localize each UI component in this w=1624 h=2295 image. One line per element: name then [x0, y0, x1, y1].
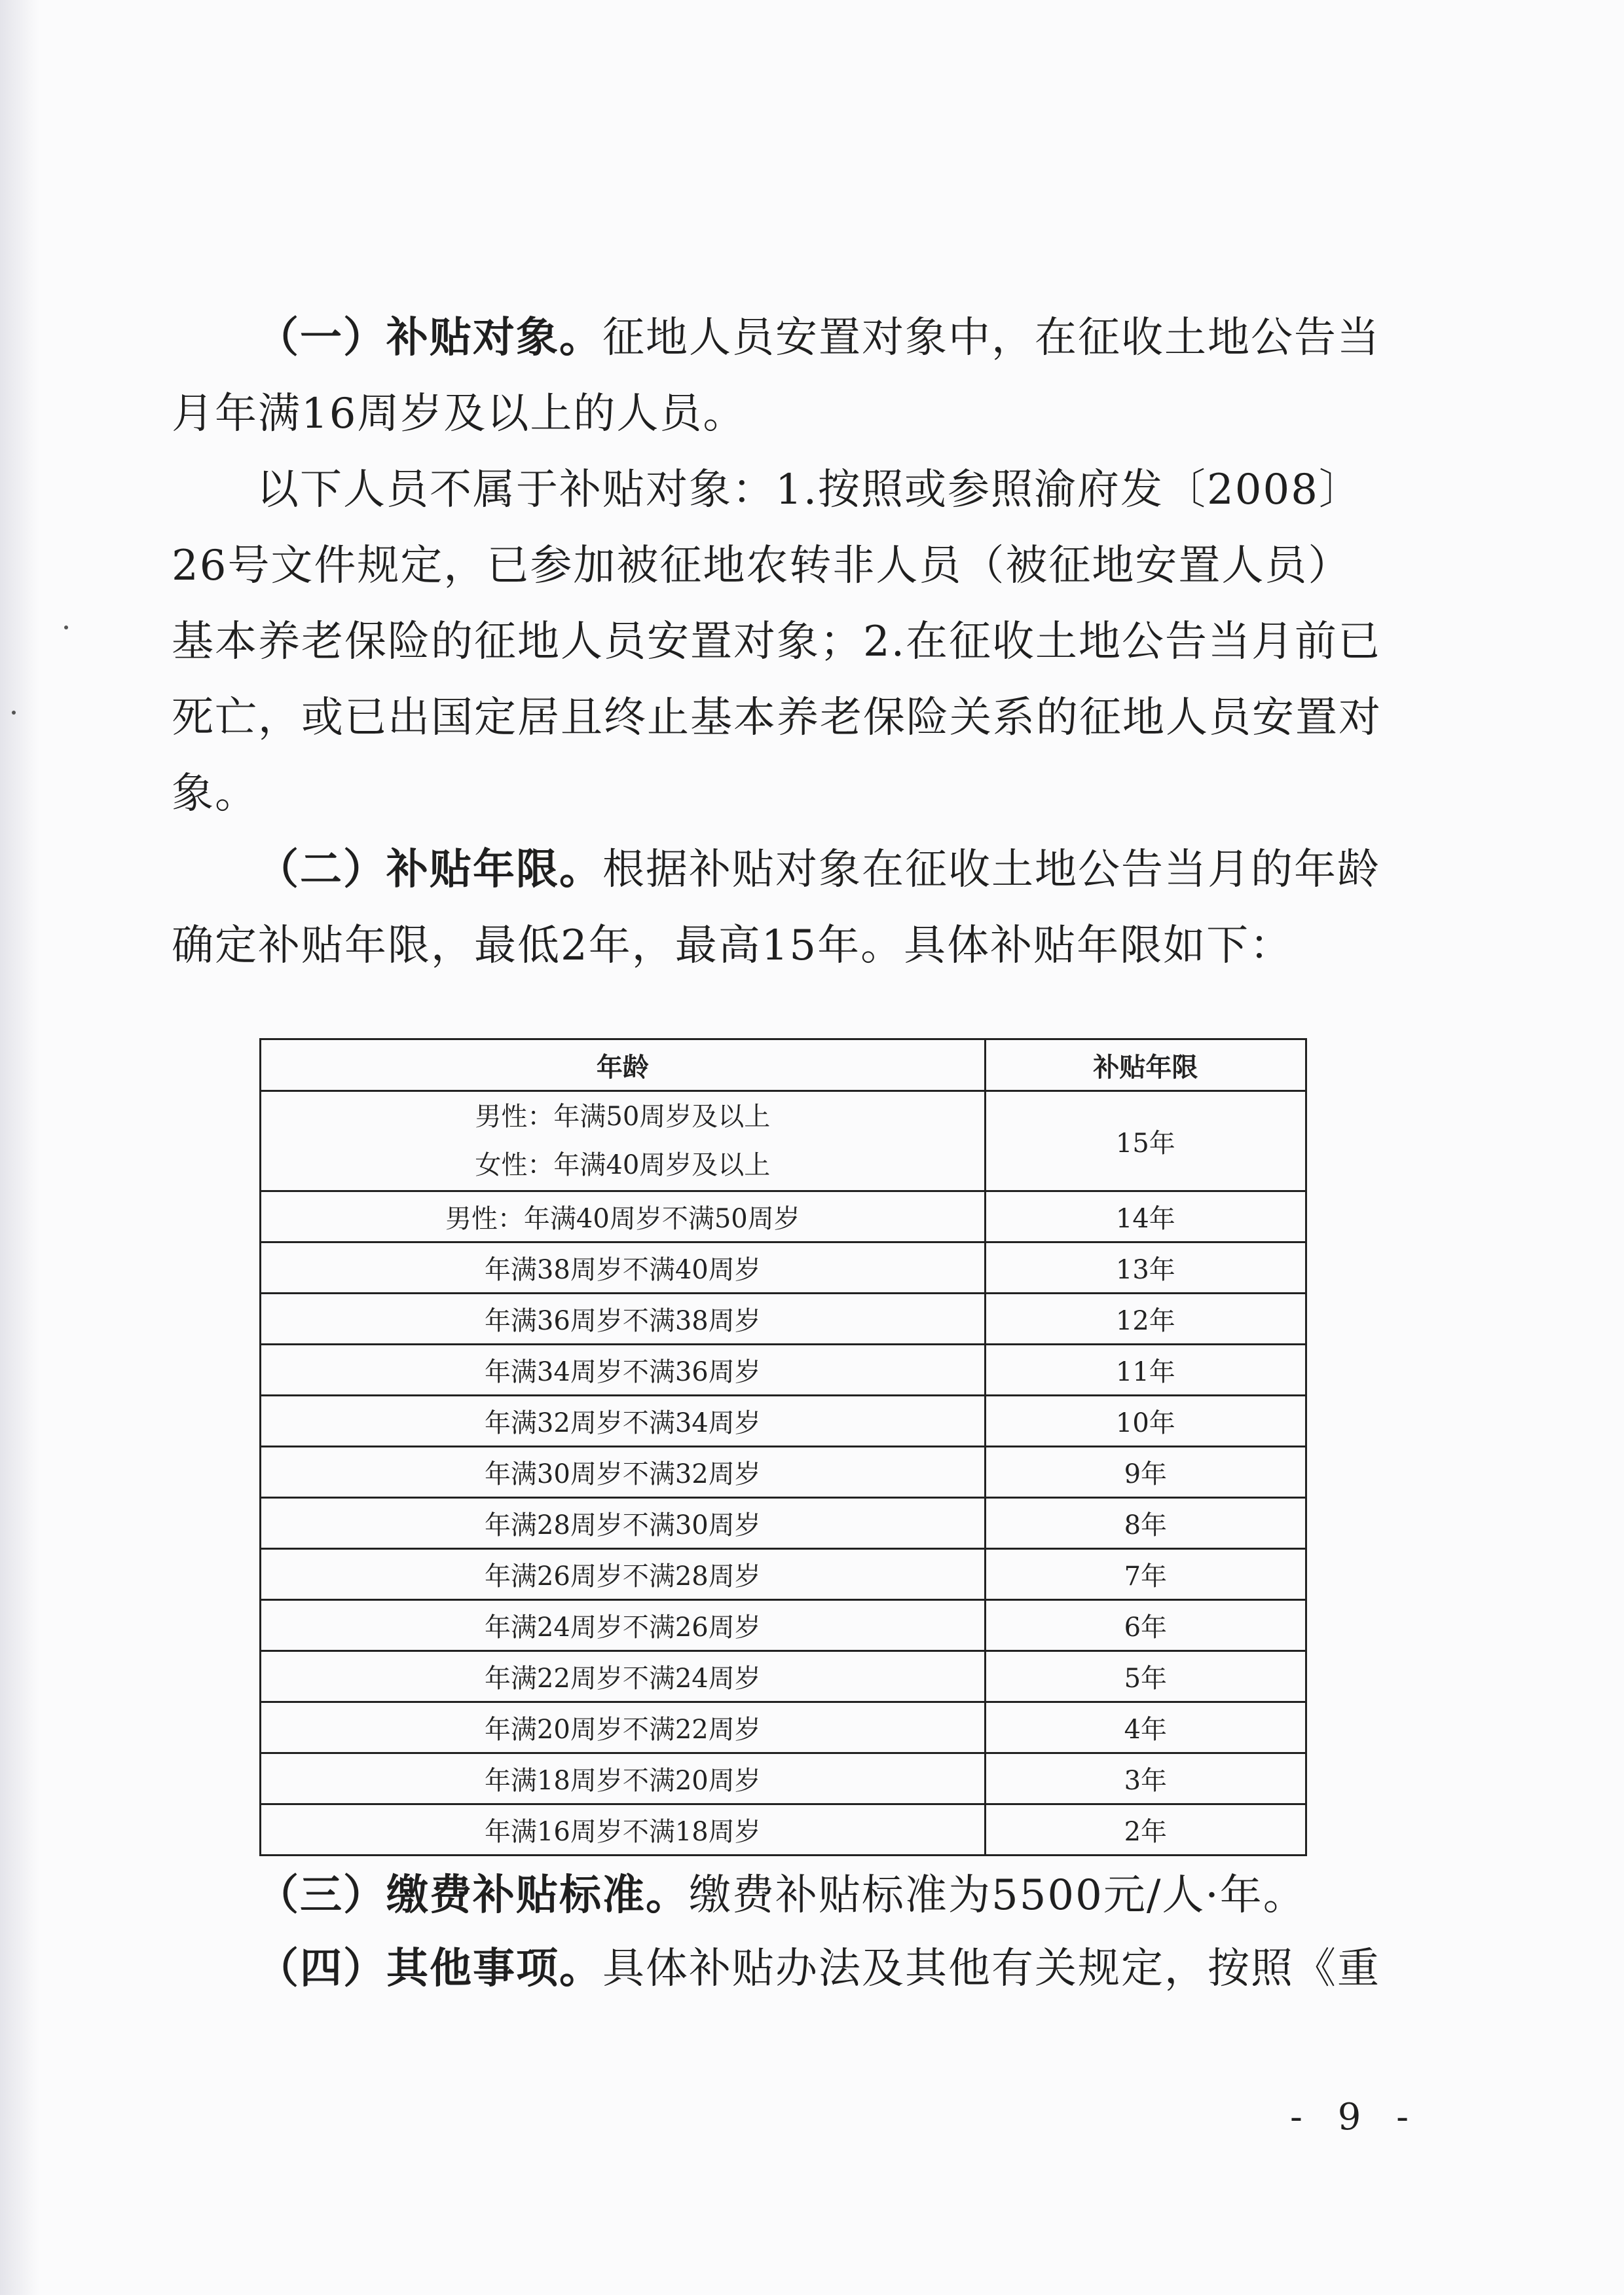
age-cell: 年满30周岁不满32周岁	[261, 1447, 986, 1498]
table-row	[261, 1753, 1306, 1804]
age-line-male: 男性：年满50周岁及以上	[475, 1102, 771, 1132]
age-line-female: 女性：年满40周岁及以上	[475, 1150, 771, 1180]
table-row	[261, 1498, 1306, 1549]
table-row	[261, 1091, 1306, 1191]
section-1-heading: （一）补贴对象。	[257, 313, 602, 362]
years-cell: 11年	[985, 1345, 1306, 1396]
table-row	[261, 1447, 1306, 1498]
table-row	[261, 1549, 1306, 1600]
table-header-row	[261, 1039, 1306, 1091]
age-cell: 年满18周岁不满20周岁	[261, 1753, 986, 1804]
section-4-paragraph	[172, 1931, 1383, 2007]
table-row	[261, 1345, 1306, 1396]
table-row	[261, 1294, 1306, 1345]
exclusion-paragraph	[172, 452, 1383, 832]
header-years: 补贴年限	[985, 1039, 1306, 1091]
age-cell: 年满28周岁不满30周岁	[261, 1498, 986, 1549]
age-cell: 男性：年满40周岁不满50周岁	[261, 1191, 986, 1242]
years-cell: 13年	[985, 1242, 1306, 1294]
years-cell: 14年	[985, 1191, 1306, 1242]
years-cell: 3年	[985, 1753, 1306, 1804]
years-cell: 15年	[985, 1091, 1306, 1191]
exclusion-text: 以下人员不属于补贴对象：1.按照或参照渝府发〔2008〕26号文件规定，已参加被征地农转非人员（被征地安置人员）基本养老保险的征地人员安置对象；2.在征收土地公告当月前已死亡，或已出国定居且终止基本养老保险关系的征地人员安置对象。	[172, 466, 1382, 818]
years-cell: 5年	[985, 1651, 1306, 1702]
section-3-heading: （三）缴费补贴标准。	[257, 1871, 689, 1920]
table-row	[261, 1242, 1306, 1294]
age-cell	[261, 1091, 986, 1191]
age-cell: 年满26周岁不满28周岁	[261, 1549, 986, 1600]
age-cell: 年满24周岁不满26周岁	[261, 1600, 986, 1651]
age-cell: 年满32周岁不满34周岁	[261, 1396, 986, 1447]
section-4-heading: （四）其他事项。	[257, 1944, 602, 1993]
age-cell: 年满36周岁不满38周岁	[261, 1294, 986, 1345]
section-2-paragraph	[172, 832, 1383, 984]
section-2-text: 根据补贴对象在征收土地公告当月的年龄确定补贴年限，最低2年，最高15年。具体补贴年限如下：	[172, 846, 1380, 970]
table-row	[261, 1600, 1306, 1651]
years-cell: 8年	[985, 1498, 1306, 1549]
years-cell: 9年	[985, 1447, 1306, 1498]
section-1-paragraph	[172, 300, 1383, 452]
section-3-paragraph	[172, 1857, 1383, 1933]
years-cell: 10年	[985, 1396, 1306, 1447]
scan-edge-shadow	[0, 0, 39, 2295]
table-row	[261, 1702, 1306, 1753]
section-1-text: 征地人员安置对象中，在征收土地公告当月年满16周岁及以上的人员。	[172, 314, 1380, 438]
age-cell: 年满22周岁不满24周岁	[261, 1651, 986, 1702]
table-row	[261, 1191, 1306, 1242]
years-cell: 4年	[985, 1702, 1306, 1753]
years-cell: 12年	[985, 1294, 1306, 1345]
table-row	[261, 1396, 1306, 1447]
section-4-text: 具体补贴办法及其他有关规定，按照《重	[602, 1945, 1380, 1993]
age-cell: 年满16周岁不满18周岁	[261, 1804, 986, 1856]
table-row	[261, 1651, 1306, 1702]
scan-speck	[64, 625, 68, 629]
years-cell: 6年	[985, 1600, 1306, 1651]
scan-speck	[12, 711, 16, 715]
section-3-text: 缴费补贴标准为5500元/人·年。	[689, 1871, 1306, 1920]
subsidy-years-table	[259, 1038, 1307, 1856]
age-cell: 年满20周岁不满22周岁	[261, 1702, 986, 1753]
age-cell: 年满34周岁不满36周岁	[261, 1345, 986, 1396]
years-cell: 2年	[985, 1804, 1306, 1856]
years-cell: 7年	[985, 1549, 1306, 1600]
section-2-heading: （二）补贴年限。	[257, 845, 602, 894]
page-number: - 9 -	[1290, 2096, 1421, 2138]
age-cell: 年满38周岁不满40周岁	[261, 1242, 986, 1294]
table-row	[261, 1804, 1306, 1856]
header-age: 年龄	[261, 1039, 986, 1091]
